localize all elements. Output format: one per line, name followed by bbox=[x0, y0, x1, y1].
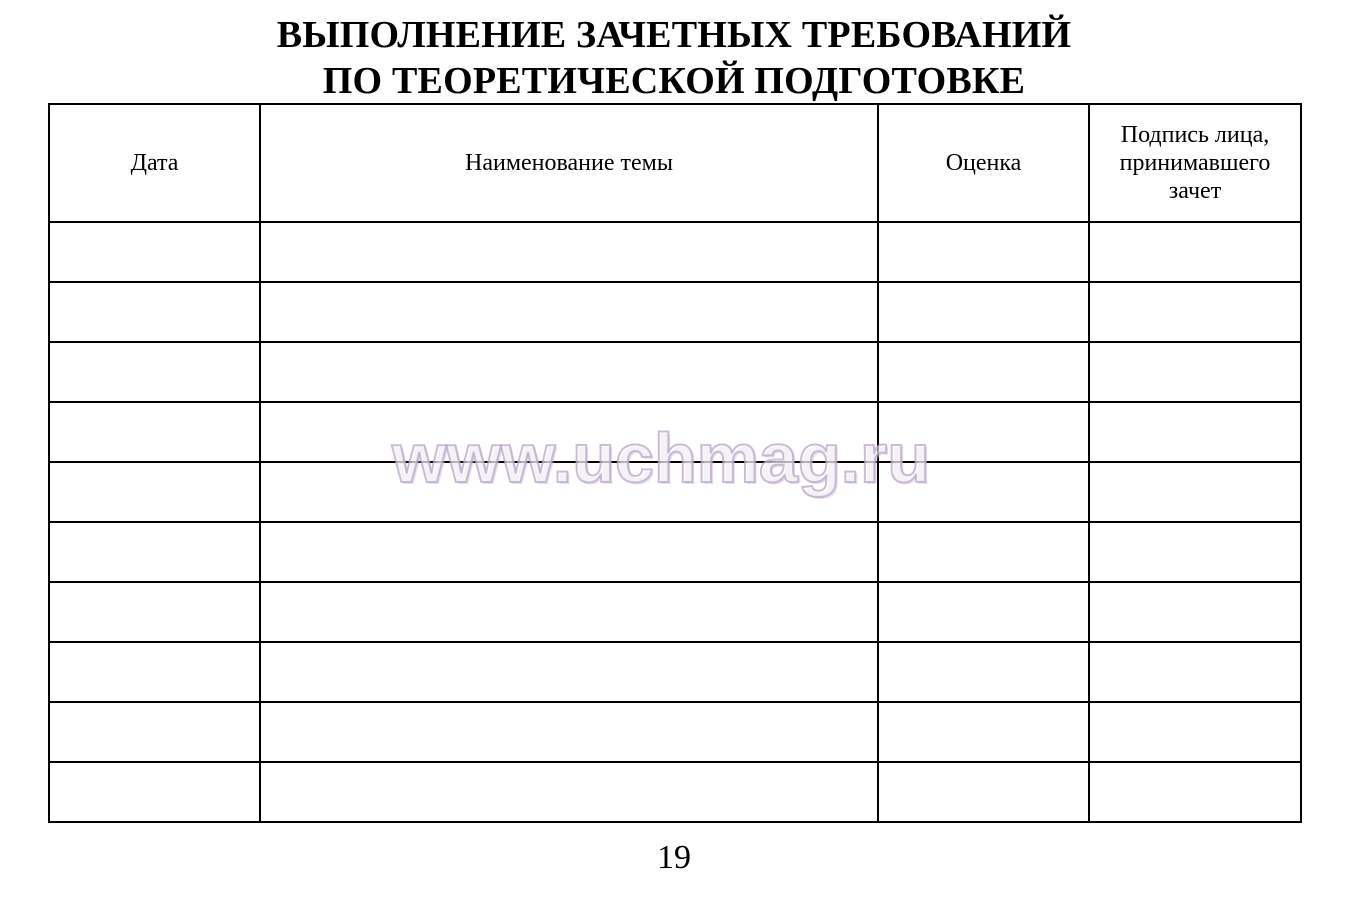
grade-cell[interactable] bbox=[878, 522, 1089, 582]
grade-cell[interactable] bbox=[878, 222, 1089, 282]
topic-cell[interactable] bbox=[260, 282, 878, 342]
signature-cell[interactable] bbox=[1089, 462, 1301, 522]
date-cell[interactable] bbox=[49, 462, 260, 522]
topic-cell[interactable] bbox=[260, 582, 878, 642]
date-cell[interactable] bbox=[49, 582, 260, 642]
signature-cell[interactable] bbox=[1089, 702, 1301, 762]
table-row bbox=[49, 762, 1301, 822]
table-row bbox=[49, 642, 1301, 702]
date-cell[interactable] bbox=[49, 762, 260, 822]
table-row bbox=[49, 582, 1301, 642]
watermark: www.uchmag.ru bbox=[392, 419, 931, 497]
table-row bbox=[49, 222, 1301, 282]
date-cell[interactable] bbox=[49, 522, 260, 582]
page-title-line-1: ВЫПОЛНЕНИЕ ЗАЧЕТНЫХ ТРЕБОВАНИЙ bbox=[276, 14, 1072, 56]
signature-cell[interactable] bbox=[1089, 342, 1301, 402]
signature-cell[interactable] bbox=[1089, 402, 1301, 462]
table-row bbox=[49, 282, 1301, 342]
topic-cell[interactable] bbox=[260, 762, 878, 822]
signature-cell[interactable] bbox=[1089, 282, 1301, 342]
date-cell[interactable] bbox=[49, 222, 260, 282]
grade-cell[interactable] bbox=[878, 702, 1089, 762]
table-row bbox=[49, 702, 1301, 762]
signature-cell[interactable] bbox=[1089, 222, 1301, 282]
table-body bbox=[49, 222, 1301, 822]
topic-cell[interactable] bbox=[260, 222, 878, 282]
signature-cell[interactable] bbox=[1089, 582, 1301, 642]
page-number: 19 bbox=[657, 839, 691, 876]
column-header-date: Дата bbox=[49, 104, 260, 222]
table-row bbox=[49, 402, 1301, 462]
grade-cell[interactable] bbox=[878, 282, 1089, 342]
date-cell[interactable] bbox=[49, 642, 260, 702]
page-title-line-2: ПО ТЕОРЕТИЧЕСКОЙ ПОДГОТОВКЕ bbox=[322, 60, 1026, 102]
table-row bbox=[49, 462, 1301, 522]
topic-cell[interactable] bbox=[260, 462, 878, 522]
column-header-grade: Оценка bbox=[878, 104, 1089, 222]
table-header-row bbox=[49, 104, 1301, 222]
topic-cell[interactable] bbox=[260, 522, 878, 582]
grade-cell[interactable] bbox=[878, 642, 1089, 702]
signature-cell[interactable] bbox=[1089, 642, 1301, 702]
date-cell[interactable] bbox=[49, 342, 260, 402]
grade-cell[interactable] bbox=[878, 762, 1089, 822]
table-header bbox=[49, 104, 1301, 222]
column-header-signature: Подпись лица, принимавшего зачет bbox=[1089, 104, 1301, 222]
date-cell[interactable] bbox=[49, 282, 260, 342]
topic-cell[interactable] bbox=[260, 702, 878, 762]
date-cell[interactable] bbox=[49, 402, 260, 462]
table-row bbox=[49, 522, 1301, 582]
grade-cell[interactable] bbox=[878, 582, 1089, 642]
column-header-topic: Наименование темы bbox=[260, 104, 878, 222]
topic-cell[interactable] bbox=[260, 642, 878, 702]
grade-cell[interactable] bbox=[878, 402, 1089, 462]
table-row bbox=[49, 342, 1301, 402]
topic-cell[interactable] bbox=[260, 342, 878, 402]
grade-cell[interactable] bbox=[878, 342, 1089, 402]
grade-cell[interactable] bbox=[878, 462, 1089, 522]
page-title bbox=[0, 12, 1348, 104]
signature-cell[interactable] bbox=[1089, 762, 1301, 822]
date-cell[interactable] bbox=[49, 702, 260, 762]
topic-cell[interactable] bbox=[260, 402, 878, 462]
requirements-table bbox=[48, 103, 1302, 823]
signature-cell[interactable] bbox=[1089, 522, 1301, 582]
